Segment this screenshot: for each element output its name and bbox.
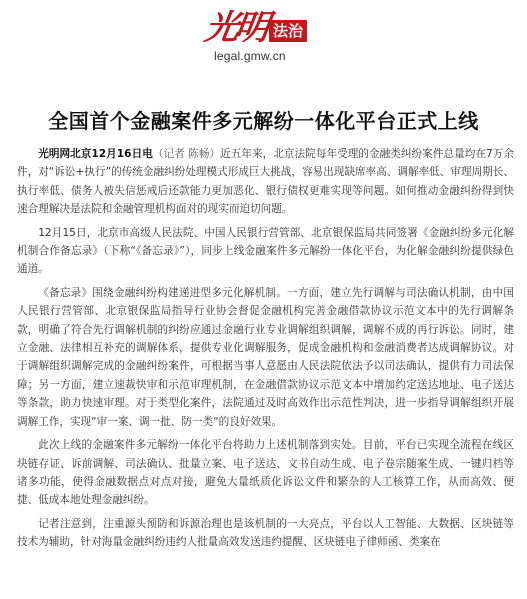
article-paragraph: 记者注意到，注重源头预防和诉源治理也是该机制的一大亮点，平台以人工智能、大数据、区块链等技术为辅助，针对海量金融纠纷违约人批量高效发送违约提醒、区块链电子律师函、类案在 [17,517,514,549]
logo-badge: 法治 [269,20,307,42]
article-paragraph: 《备忘录》围绕金融纠纷构建递进型多元化解机制。一方面，建立先行调解与司法确认机制，由中国人民银行营管部、北京银保监局指导行业协会督促金融机构完善金融借款协议示范文本中的先行调解条款，明确了符合先行调解机制的纠纷应通过金融行业专业调解组织调解，调解不成的再行诉讼。同时，建立金融、法律相互补充的调解体系，提供专业化调解服务，促成金融机构和金融消费者达成调解协议。对于调解组织调解完成的金融纠纷案件，可根据当事人意愿由人民法院依法予以司法确认，提供有力司法保障；另一方面，建立速裁快审和示范审理机制，在金融借款协议示范文本中增加约定送达地址、电子送达等条款，助力快速审理。对于类型化案件，法院通过及时高效作出示范性判决，进一步指导调解组织开展调解工作，实现“审一案、调一批、防一类”的良好效果。 [17,286,514,428]
logo-calligraphy: 光明 [202,8,268,48]
article-paragraph: 此次上线的金融案件多元解纷一体化平台将助力上述机制落到实处。目前，平台已实现全流程在线区块链存证、诉前调解、司法确认、批量立案、电子送达、文书自动生成、电子卷宗随案生成、一键归档等诸多功能，使得金融数据点对点对接，避免大量纸质化诉讼文件和繁杂的人工核算工作，从而高效、便捷、低成本地处理金融纠纷。 [17,439,514,507]
article-dateline: 光明网北京12月16日电 [38,148,153,160]
article-body [17,145,514,557]
site-url[interactable]: legal.gmw.cn [214,49,286,63]
article-byline: （记者 陈畅） [152,148,221,160]
article-paragraph: 12月15日，北京市高级人民法院、中国人民银行营管部、北京银保监局共同签署《金融纠纷多元化解机制合作备忘录》（下称“《备忘录》”），同步上线金融案件多元解纷一体化平台，为化解金融纠纷提供绿色通道。 [17,226,514,276]
paragraph-text: 近五年来，北京法院每年受理的金融类纠纷案件总量均在7万余件，对“诉讼+执行”的传统金融纠纷处理模式形成巨大挑战，容易出现缺席率高、调解率低、审理周期长、执行率低、债务人被失信惩戒后还款能力更加恶化、银行债权更难实现等问题。如何推动金融纠纷得到快速合理解决是法院和金融管理机构面对的现实而迫切问题。 [17,148,515,216]
article-title: 全国首个金融案件多元解纷一体化平台正式上线 [48,109,479,134]
site-logo[interactable] [202,6,307,48]
article-paragraph [17,145,514,219]
site-header [0,0,527,70]
